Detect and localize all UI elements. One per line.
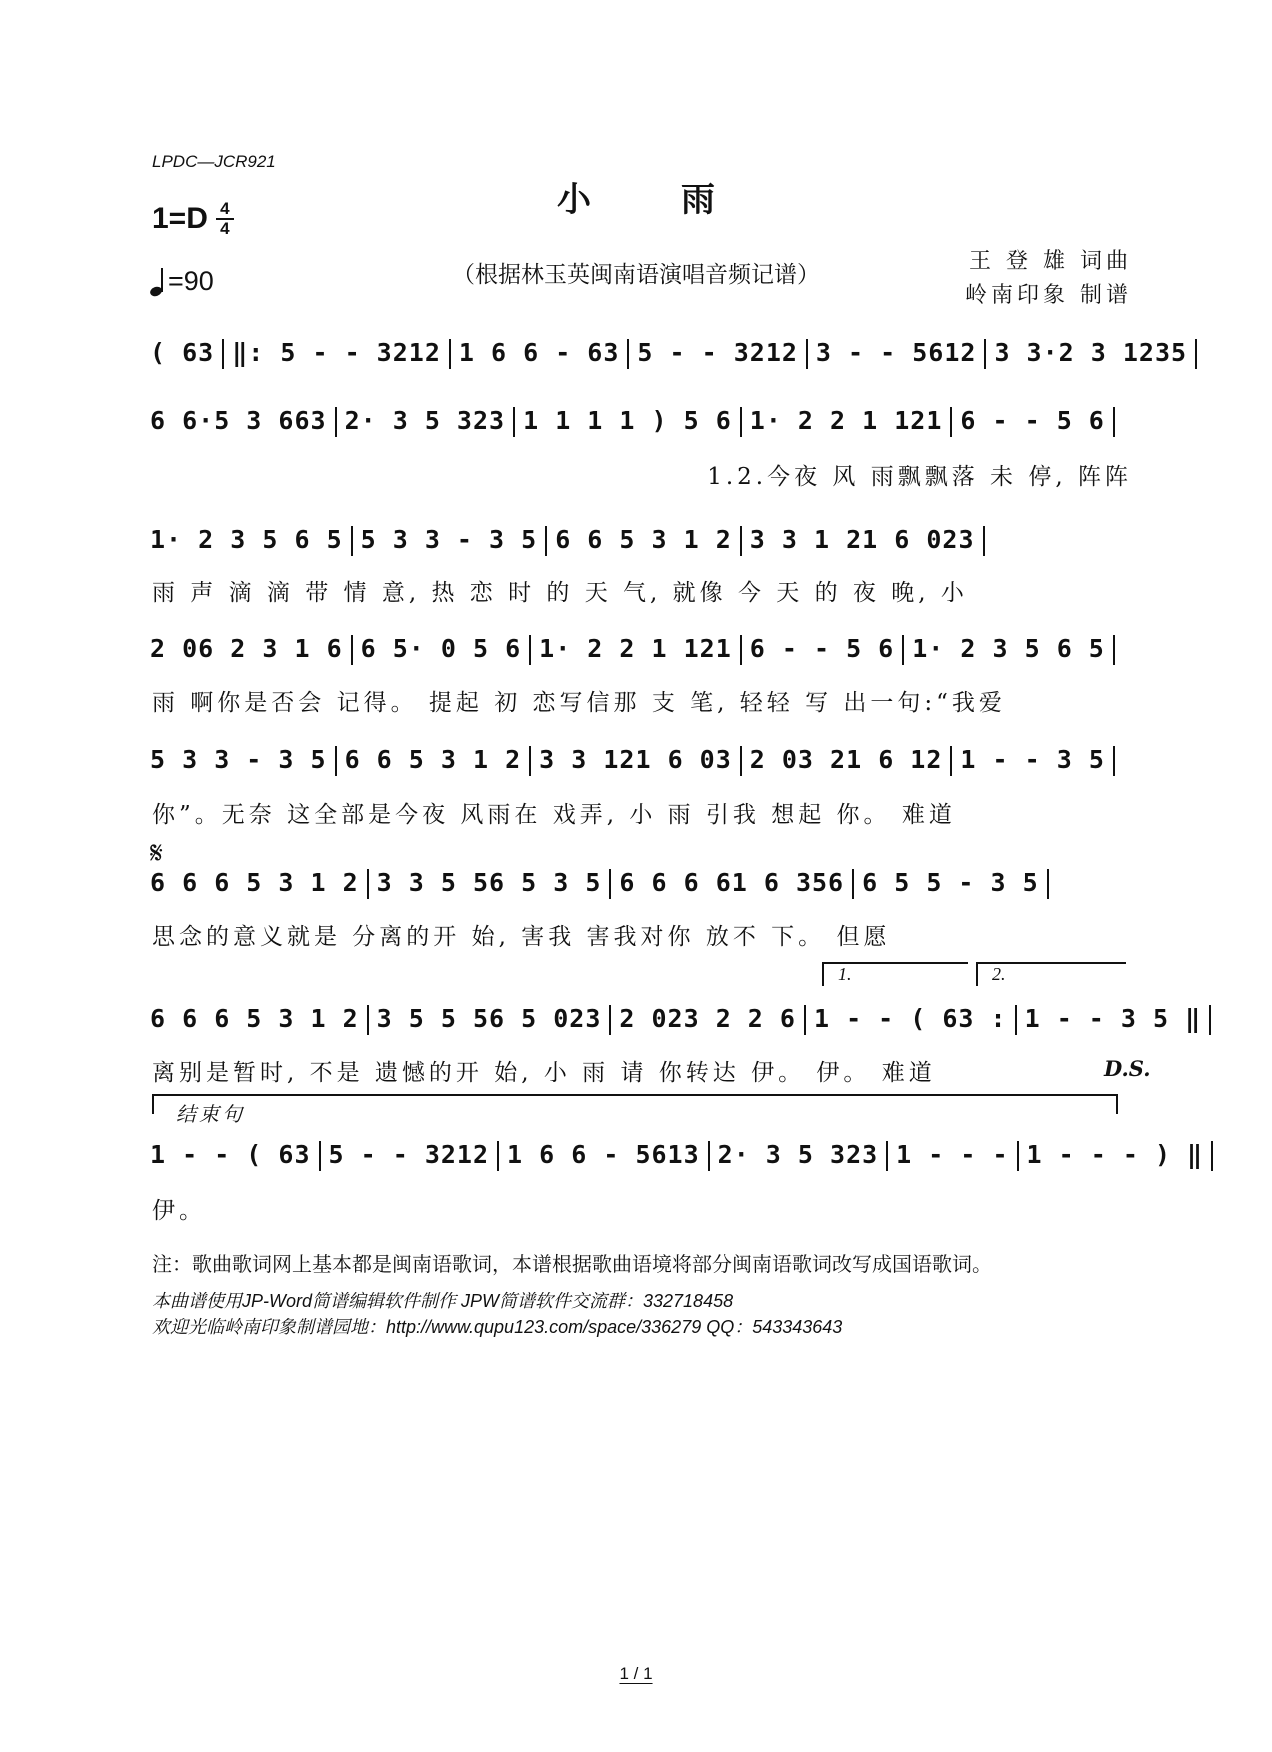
tempo-value: =90 xyxy=(168,266,214,296)
measure: 2 06 2 3 1 6 xyxy=(150,634,343,663)
bar-line xyxy=(627,339,629,369)
measure: 3 - - 5612 xyxy=(815,338,977,367)
bar-line xyxy=(609,869,611,899)
lyric-line-6: 伊。 xyxy=(152,1198,206,1224)
bar-line xyxy=(1113,635,1115,665)
bar-line xyxy=(1015,1005,1017,1035)
bar-line xyxy=(1017,1141,1019,1171)
measure: 1 - - ( 63 : xyxy=(813,1004,1007,1033)
bar-line xyxy=(902,635,904,665)
score-line-2 xyxy=(150,406,1130,437)
measure: 2· 3 5 323 xyxy=(344,406,506,435)
measure: 3 3 1 21 6 023 xyxy=(749,525,975,554)
measure: 1· 2 3 5 6 5 xyxy=(150,525,343,554)
bar-line xyxy=(449,339,451,369)
volta-second-ending: 2. xyxy=(976,962,1126,986)
bar-line xyxy=(529,746,531,776)
measure: 5 3 3 - 3 5 xyxy=(150,745,327,774)
bar-line xyxy=(367,869,369,899)
score-line-5 xyxy=(150,745,1130,776)
volta-first-ending: 1. xyxy=(822,962,968,986)
measure: 6 6·5 3 663 xyxy=(150,406,327,435)
measure: 1 - - 3 5 ‖ xyxy=(1024,1004,1202,1033)
page-number xyxy=(0,1664,1272,1684)
song-title: 小雨 xyxy=(557,180,805,220)
measure: 6 6 6 5 3 1 2 xyxy=(150,868,359,897)
measure: 6 - - 5 6 xyxy=(960,406,1105,435)
score-line-3 xyxy=(150,525,1130,556)
measure: ( 63 xyxy=(150,338,215,367)
measure: 6 6 6 61 6 356 xyxy=(619,868,845,897)
measure: 6 5· 0 5 6 xyxy=(360,634,522,663)
score-line-8 xyxy=(150,1140,1204,1171)
measure: 6 6 5 3 1 2 xyxy=(555,525,732,554)
measure: 6 6 5 3 1 2 xyxy=(344,745,522,774)
bar-line xyxy=(367,1005,369,1035)
measure: 1 6 6 - 5613 xyxy=(507,1140,700,1169)
bar-line xyxy=(950,407,952,437)
lyric-line-4: 思念的意义就是 分离的开 始, 害我 害我对你 放不 下。 但愿 xyxy=(152,924,891,950)
measure: 2 023 2 2 6 xyxy=(619,1004,796,1033)
lyric-line-0: 1.2.今夜 风 雨飘飘落 未 停, 阵阵 xyxy=(707,464,1132,490)
lyric-line-5: 离别是暂时, 不是 遗憾的开 始, 小 雨 请 你转达 伊。 伊。 难道 xyxy=(152,1060,936,1086)
score-line-4 xyxy=(150,634,1130,665)
bar-line xyxy=(335,407,337,437)
measure: 1· 2 2 1 121 xyxy=(749,406,943,435)
bar-line xyxy=(740,526,742,556)
bar-line xyxy=(983,526,985,556)
bar-line xyxy=(529,635,531,665)
bar-line xyxy=(609,1005,611,1035)
ending-bracket xyxy=(152,1094,1118,1114)
measure: 3 3 121 6 03 xyxy=(539,745,732,774)
time-bottom: 4 xyxy=(220,219,230,238)
credit-lyricist-composer: 王 登 雄 词曲 xyxy=(969,249,1132,274)
measure: 5 - - 3212 xyxy=(328,1140,490,1169)
bar-line xyxy=(852,869,854,899)
key-label: 1=D xyxy=(152,202,208,235)
measure: 3 3 5 56 5 3 5 xyxy=(376,868,602,897)
footer-software: 本曲谱使用JP-Word简谱编辑软件制作 JPW简谱软件交流群：332718458 xyxy=(152,1291,734,1311)
measure: 3 5 5 56 5 023 xyxy=(376,1004,602,1033)
measure: 2· 3 5 323 xyxy=(717,1140,879,1169)
bar-line xyxy=(335,746,337,776)
bar-line xyxy=(513,407,515,437)
lyric-line-2: 雨 啊你是否会 记得。 提起 初 恋写信那 支 笔, 轻轻 写 出一句:“我爱 xyxy=(152,690,1006,716)
measure: 6 6 6 5 3 1 2 xyxy=(150,1004,359,1033)
bar-line xyxy=(886,1141,888,1171)
bar-line xyxy=(497,1141,499,1171)
measure: 1· 2 2 1 121 xyxy=(539,634,732,663)
bar-line xyxy=(545,526,547,556)
time-top: 4 xyxy=(220,199,230,218)
bar-line xyxy=(984,339,986,369)
measure: 2 03 21 6 12 xyxy=(749,745,943,774)
subtitle: （根据林玉英闽南语演唱音频记谱） xyxy=(452,262,820,288)
dal-segno-mark: D.S. xyxy=(1104,1056,1151,1081)
credit-arranger: 岭南印象 制谱 xyxy=(965,283,1132,308)
bar-line xyxy=(1195,339,1197,369)
bar-line xyxy=(740,407,742,437)
measure: 1 - - 3 5 xyxy=(960,745,1105,774)
score-line-1 xyxy=(150,338,1188,369)
bar-line xyxy=(1047,869,1049,899)
page-number-text: 1 / 1 xyxy=(619,1664,653,1683)
bar-line xyxy=(222,339,224,369)
bar-line xyxy=(740,635,742,665)
measure: 1 - - ( 63 xyxy=(150,1140,311,1169)
footer-website: 欢迎光临岭南印象制谱园地：http://www.qupu123.com/space/336279 QQ：543343643 xyxy=(152,1317,843,1337)
measure: 5 - - 3212 xyxy=(637,338,798,367)
bar-line xyxy=(1211,1141,1213,1171)
measure: 1· 2 3 5 6 5 xyxy=(912,634,1105,663)
bar-line xyxy=(804,1005,806,1035)
bar-line xyxy=(351,526,353,556)
measure: 1 - - - ) ‖ xyxy=(1026,1140,1204,1169)
bar-line xyxy=(319,1141,321,1171)
measure: 6 5 5 - 3 5 xyxy=(862,868,1039,897)
score-line-7 xyxy=(150,1004,1202,1035)
measure: 1 1 1 1 ) 5 6 xyxy=(523,406,732,435)
score-line-6 xyxy=(150,868,1130,899)
measure: ‖: 5 - - 3212 xyxy=(232,338,441,367)
key-signature xyxy=(152,200,234,238)
bar-line xyxy=(1209,1005,1211,1035)
measure: 1 - - - xyxy=(896,1140,1009,1169)
score-code: LPDC—JCR921 xyxy=(152,152,276,171)
measure: 6 - - 5 6 xyxy=(749,634,895,663)
ending-label: 结束句 xyxy=(176,1102,245,1126)
measure: 1 6 6 - 63 xyxy=(458,338,620,367)
bar-line xyxy=(740,746,742,776)
measure: 5 3 3 - 3 5 xyxy=(360,525,538,554)
remark-note: 注：歌曲歌词网上基本都是闽南语歌词，本谱根据歌曲语境将部分闽南语歌词改写成国语歌词。 xyxy=(152,1254,992,1276)
bar-line xyxy=(351,635,353,665)
bar-line xyxy=(708,1141,710,1171)
bar-line xyxy=(1113,407,1115,437)
bar-line xyxy=(950,746,952,776)
lyric-line-1: 雨 声 滴 滴 带 情 意, 热 恋 时 的 天 气, 就像 今 天 的 夜 晚, 小 xyxy=(152,580,968,606)
measure: 3 3·2 3 1235 xyxy=(994,338,1188,367)
time-signature xyxy=(216,200,234,238)
bar-line xyxy=(1113,746,1115,776)
lyric-line-3: 你”。无奈 这全部是今夜 风雨在 戏弄, 小 雨 引我 想起 你。 难道 xyxy=(152,802,956,828)
bar-line xyxy=(806,339,808,369)
segno-sign: 𝄋 xyxy=(150,836,163,871)
